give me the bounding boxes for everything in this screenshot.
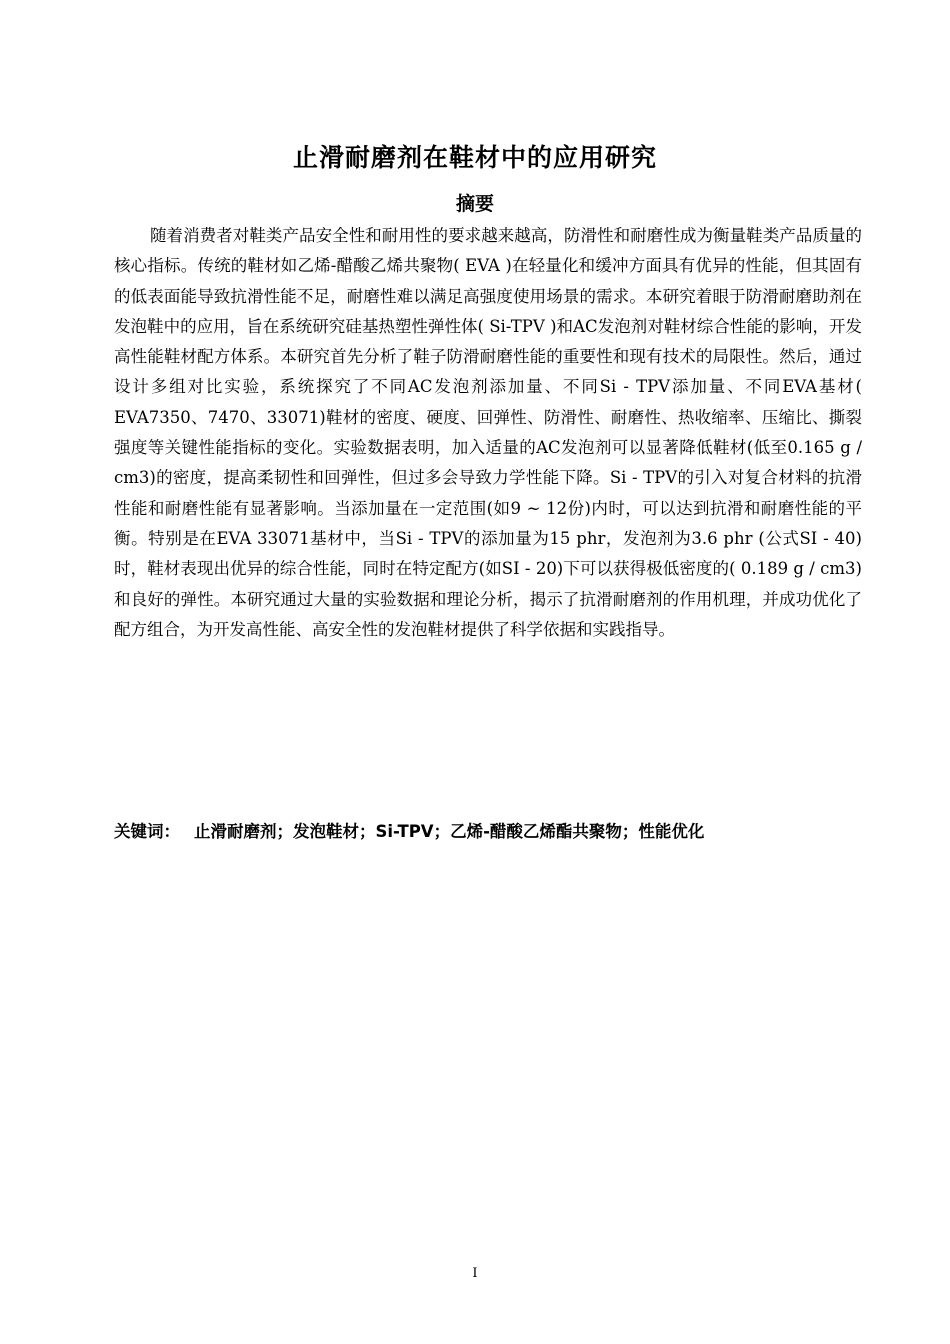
- keywords-value: 止滑耐磨剂；发泡鞋材；Si-TPV；乙烯-醋酸乙烯酯共聚物；性能优化: [194, 822, 705, 841]
- document-title: 止滑耐磨剂在鞋材中的应用研究: [292, 143, 657, 172]
- abstract-heading: 摘要: [455, 193, 494, 215]
- page-number: I: [472, 1266, 478, 1281]
- keywords-line: [114, 818, 874, 846]
- keywords-label: 关键词：: [114, 822, 180, 841]
- abstract-paragraph: 随着消费者对鞋类产品安全性和耐用性的要求越来越高，防滑性和耐磨性成为衡量鞋类产品质量的核心指标。传统的鞋材如乙烯-醋酸乙烯共聚物( EVA )在轻量化和缓冲方面具有优异的性能，但其固有的低表面能导致抗滑性能不足，耐磨性难以满足高强度使用场景的需求。本研究着眼于防滑耐磨助剂在发泡鞋中的应用，旨在系统研究硅基热塑性弹性体( Si-TPV )和AC发泡剂对鞋材综合性能的影响，开发高性能鞋材配方体系。本研究首先分析了鞋子防滑耐磨性能的重要性和现有技术的局限性。然后，通过设计多组对比实验，系统探究了不同AC发泡剂添加量、不同Si - TPV添加量、不同EVA基材( EVA7350、7470、33071)鞋材的密度、硬度、回弹性、防滑性、耐磨性、热收缩率、压缩比、撕裂强度等关键性能指标的变化。实验数据表明，加入适量的AC发泡剂可以显著降低鞋材(低至0.165 g / cm3)的密度，提高柔韧性和回弹性，但过多会导致力学性能下降。Si - TPV的引入对复合材料的抗滑性能和耐磨性能有显著影响。当添加量在一定范围(如9 ~ 12份)内时，可以达到抗滑和耐磨性能的平衡。特别是在EVA 33071基材中，当Si - TPV的添加量为15 phr，发泡剂为3.6 phr (公式SI - 40)时，鞋材表现出优异的综合性能，同时在特定配方(如SI - 20)下可以获得极低密度的( 0.189 g / cm3)和良好的弹性。本研究通过大量的实验数据和理论分析，揭示了抗滑耐磨剂的作用机理，并成功优化了配方组合，为开发高性能、高安全性的发泡鞋材提供了科学依据和实践指导。: [114, 226, 862, 639]
